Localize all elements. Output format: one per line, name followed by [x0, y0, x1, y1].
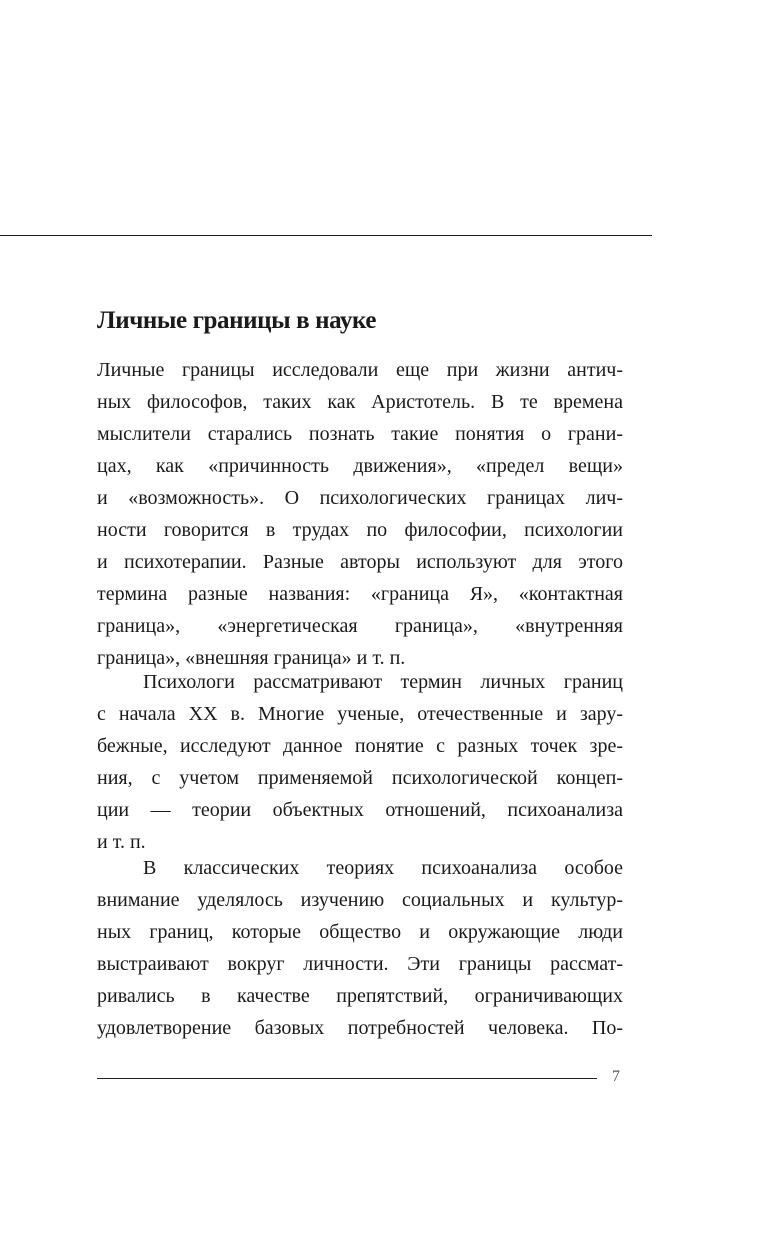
top-divider: [0, 235, 652, 236]
text-line: ных философов, таких как Аристотель. В те времена: [97, 391, 623, 413]
text-line: Психологи рассматривают термин личных границ: [143, 671, 623, 693]
text-line: цах, как «причинность движения», «предел вещи»: [97, 455, 623, 477]
paragraph-2: [97, 666, 623, 858]
text-line: ривались в качестве препятствий, ограничивающих: [97, 985, 623, 1007]
text-line: бежные, исследуют данное понятие с разных точек зре-: [97, 735, 623, 757]
text-line: ния, с учетом применяемой психологической концеп-: [97, 767, 623, 789]
text-line: Личные границы исследовали еще при жизни антич-: [97, 359, 623, 381]
paragraph-1: [97, 354, 623, 674]
footer-divider: [97, 1078, 597, 1079]
text-line: ции — теории объектных отношений, психоанализа: [97, 799, 623, 821]
page-number: 7: [612, 1068, 620, 1085]
text-line: удовлетворение базовых потребностей человека. По-: [97, 1017, 623, 1039]
paragraph-3: [97, 852, 623, 1044]
text-line: ности говорится в трудах по философии, психологии: [97, 519, 623, 541]
text-line: внимание уделялось изучению социальных и культур-: [97, 889, 623, 911]
text-line: мыслители старались познать такие понятия о грани-: [97, 423, 623, 445]
text-line: ных границ, которые общество и окружающие люди: [97, 921, 623, 943]
section-heading: Личные границы в науке: [97, 307, 377, 334]
text-line: граница», «внешняя граница» и т. п.: [97, 647, 406, 669]
text-line: и т. п.: [97, 831, 146, 853]
text-line: термина разные названия: «граница Я», «контактная: [97, 583, 623, 605]
text-line: и психотерапии. Разные авторы используют для этого: [97, 551, 623, 573]
text-line: граница», «энергетическая граница», «внутренняя: [97, 615, 623, 637]
text-line: В классических теориях психоанализа особое: [143, 857, 623, 879]
text-line: выстраивают вокруг личности. Эти границы рассмат-: [97, 953, 623, 975]
text-line: с начала XX в. Многие ученые, отечественные и зару-: [97, 703, 623, 725]
text-line: и «возможность». О психологических границах лич-: [97, 487, 623, 509]
